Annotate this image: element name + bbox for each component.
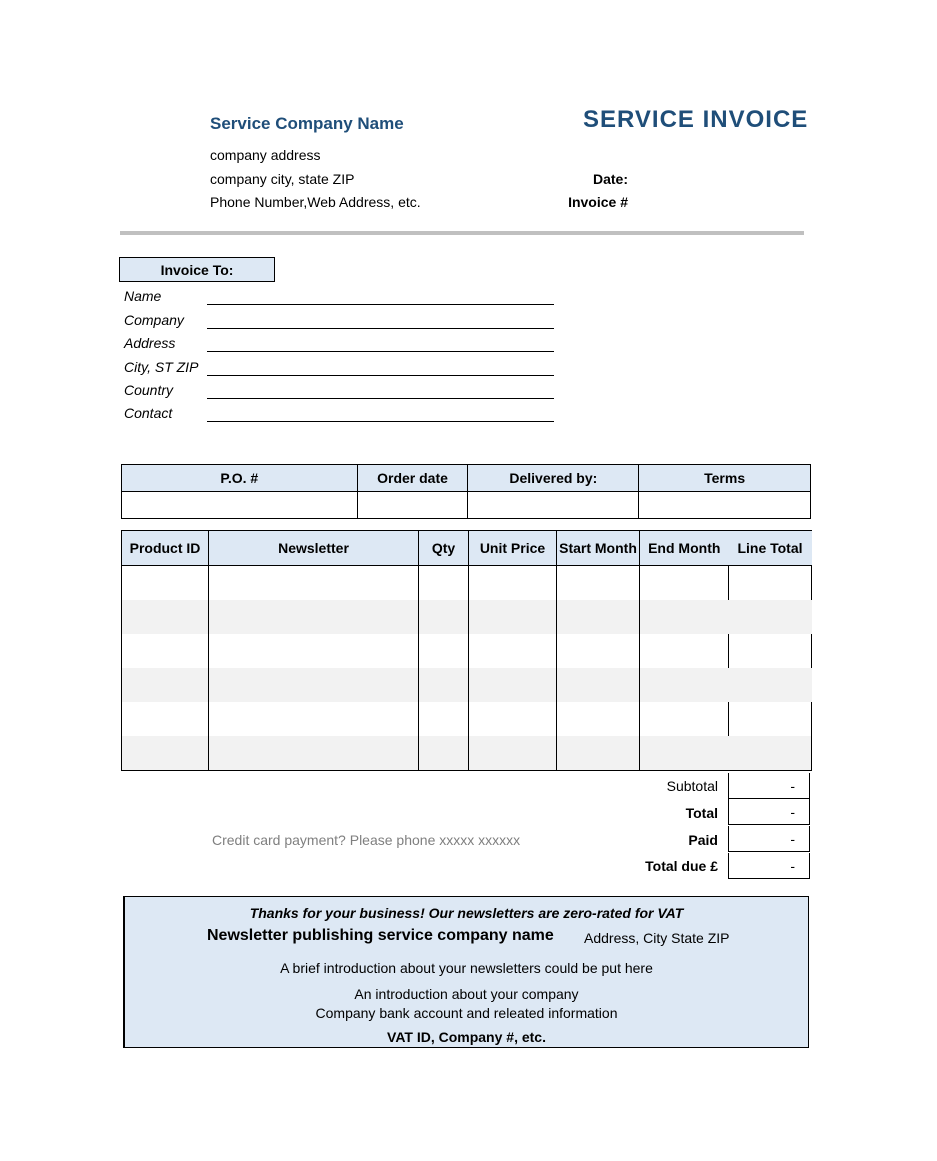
company-city-state-zip: company city, state ZIP <box>210 171 355 187</box>
paid-label: Paid <box>688 832 718 848</box>
end-month-header: End Month <box>640 531 729 566</box>
order-date-header: Order date <box>357 465 468 492</box>
item-cell[interactable] <box>640 600 729 634</box>
po-number-header: P.O. # <box>122 465 358 492</box>
item-cell[interactable] <box>122 668 209 702</box>
company-name: Service Company Name <box>210 114 404 133</box>
bank-info: Company bank account and releated information <box>315 1005 618 1021</box>
subtotal-value[interactable]: - <box>728 773 810 799</box>
footer-company-address: Address, City State ZIP <box>584 930 730 946</box>
unit-price-header: Unit Price <box>469 531 557 566</box>
po-number-cell[interactable] <box>122 492 358 519</box>
header-divider <box>120 231 804 235</box>
line-total-cell[interactable] <box>729 600 812 634</box>
product-id-header: Product ID <box>122 531 209 566</box>
item-cell[interactable] <box>419 600 469 634</box>
footer-panel <box>123 896 809 1048</box>
item-cell[interactable] <box>469 702 557 736</box>
total-due-value[interactable]: - <box>728 853 810 879</box>
total-due-label: Total due £ <box>645 858 718 874</box>
date-label: Date: <box>592 171 628 187</box>
footer-company-name: Newsletter publishing service company name <box>207 927 554 944</box>
item-cell[interactable] <box>640 566 729 601</box>
item-cell[interactable] <box>557 634 640 668</box>
item-cell[interactable] <box>557 668 640 702</box>
item-cell[interactable] <box>469 600 557 634</box>
bill-to-company-field[interactable] <box>207 310 554 329</box>
delivered-by-header: Delivered by: <box>468 465 639 492</box>
item-cell[interactable] <box>469 566 557 601</box>
item-cell[interactable] <box>557 702 640 736</box>
bill-to-address-label: Address <box>124 335 176 351</box>
table-row <box>122 634 812 668</box>
company-contact-info: Phone Number,Web Address, etc. <box>210 194 421 210</box>
item-cell[interactable] <box>469 668 557 702</box>
date-value-field[interactable] <box>640 170 800 190</box>
table-row <box>122 702 812 736</box>
item-cell[interactable] <box>557 566 640 601</box>
item-cell[interactable] <box>419 634 469 668</box>
start-month-header: Start Month <box>557 531 640 566</box>
item-cell[interactable] <box>209 736 419 771</box>
table-row <box>122 566 812 601</box>
item-cell[interactable] <box>640 702 729 736</box>
qty-header: Qty <box>419 531 469 566</box>
item-cell[interactable] <box>122 634 209 668</box>
table-row <box>122 668 812 702</box>
vat-info: VAT ID, Company #, etc. <box>387 1029 546 1045</box>
item-cell[interactable] <box>122 702 209 736</box>
paid-value[interactable]: - <box>728 826 810 852</box>
thanks-message: Thanks for your business! Our newsletters are zero-rated for VAT <box>249 905 684 921</box>
item-cell[interactable] <box>640 634 729 668</box>
bill-to-address-field[interactable] <box>207 333 554 352</box>
line-total-cell[interactable] <box>729 736 812 771</box>
terms-header: Terms <box>639 465 811 492</box>
invoice-number-label: Invoice # <box>568 194 628 210</box>
table-row <box>122 736 812 771</box>
item-cell[interactable] <box>122 600 209 634</box>
item-cell[interactable] <box>419 566 469 601</box>
item-cell[interactable] <box>419 702 469 736</box>
item-cell[interactable] <box>419 668 469 702</box>
line-total-header: Line Total <box>729 531 812 566</box>
item-cell[interactable] <box>557 736 640 771</box>
item-cell[interactable] <box>419 736 469 771</box>
item-cell[interactable] <box>469 634 557 668</box>
invoice-to-heading: Invoice To: <box>119 257 275 282</box>
item-cell[interactable] <box>469 736 557 771</box>
payment-note: Credit card payment? Please phone xxxxx xxxxxx <box>212 832 521 848</box>
item-cell[interactable] <box>640 736 729 771</box>
bill-to-contact-field[interactable] <box>207 403 554 422</box>
item-cell[interactable] <box>122 736 209 771</box>
line-items-table <box>121 530 812 771</box>
line-total-cell[interactable] <box>729 634 812 668</box>
order-info-table <box>121 464 811 519</box>
newsletter-header: Newsletter <box>209 531 419 566</box>
line-total-cell[interactable] <box>729 702 812 736</box>
item-cell[interactable] <box>209 600 419 634</box>
order-date-cell[interactable] <box>357 492 468 519</box>
total-label: Total <box>685 805 718 821</box>
bill-to-contact-label: Contact <box>124 405 173 421</box>
company-address: company address <box>210 147 321 163</box>
terms-cell[interactable] <box>639 492 811 519</box>
bill-to-city-label: City, ST ZIP <box>124 359 199 375</box>
document-title: SERVICE INVOICE <box>583 106 809 133</box>
item-cell[interactable] <box>209 634 419 668</box>
item-cell[interactable] <box>557 600 640 634</box>
item-cell[interactable] <box>640 668 729 702</box>
item-cell[interactable] <box>209 702 419 736</box>
delivered-by-cell[interactable] <box>468 492 639 519</box>
line-total-cell[interactable] <box>729 566 812 601</box>
bill-to-name-field[interactable] <box>207 286 554 305</box>
line-total-cell[interactable] <box>729 668 812 702</box>
bill-to-company-label: Company <box>124 312 184 328</box>
item-cell[interactable] <box>209 668 419 702</box>
company-intro: An introduction about your company <box>354 986 579 1002</box>
bill-to-city-field[interactable] <box>207 357 554 376</box>
newsletter-intro: A brief introduction about your newsletters could be put here <box>280 960 653 976</box>
item-cell[interactable] <box>122 566 209 601</box>
item-cell[interactable] <box>209 566 419 601</box>
subtotal-label: Subtotal <box>666 778 718 794</box>
bill-to-country-field[interactable] <box>207 380 554 399</box>
bill-to-country-label: Country <box>124 382 174 398</box>
bill-to-name-label: Name <box>124 288 162 304</box>
total-value[interactable]: - <box>728 799 810 825</box>
table-row <box>122 600 812 634</box>
invoice-number-field[interactable] <box>640 193 800 213</box>
